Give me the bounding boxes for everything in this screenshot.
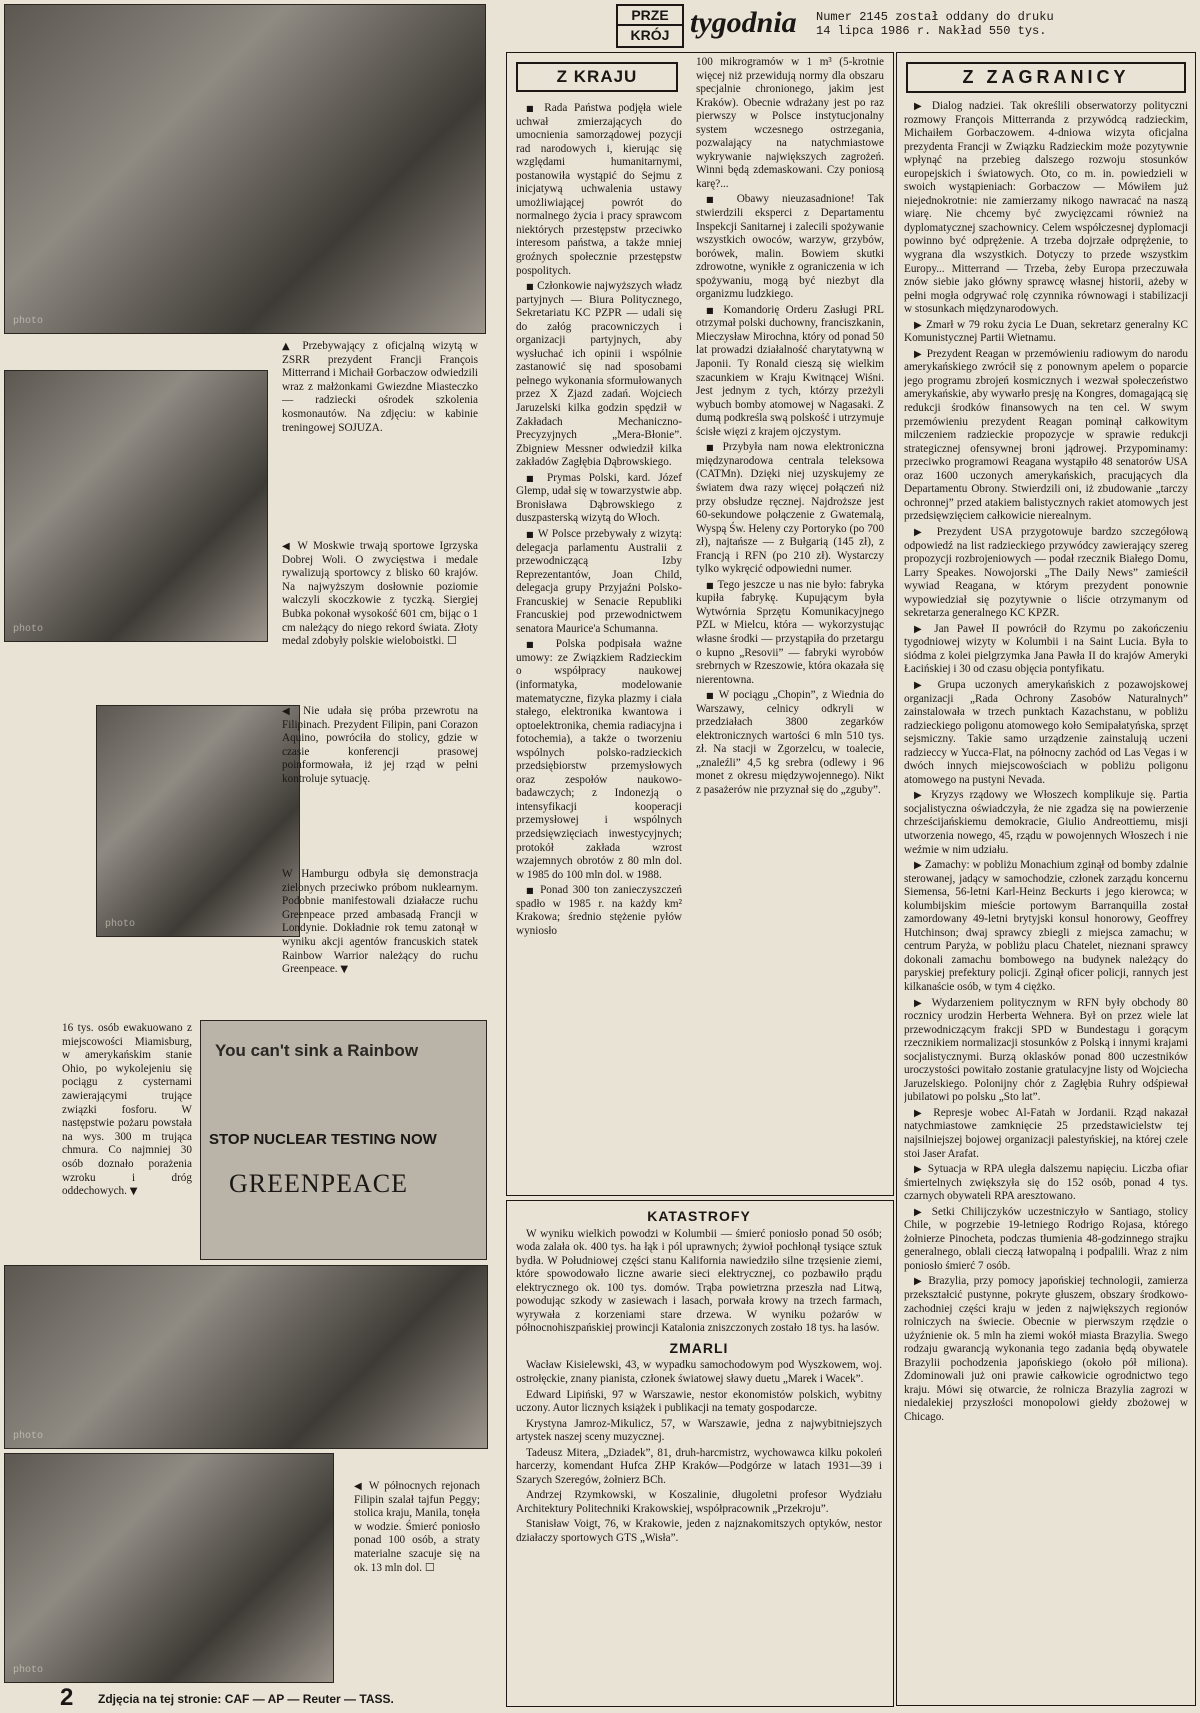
logo <box>616 4 684 48</box>
triangle-right-icon: ▶ <box>914 1206 926 1218</box>
news-item: ■ Ponad 300 ton zanieczyszczeń spadło w 1985 r. na każdy km² Krakowa; średnio stężenie pyłów wyniosło <box>516 884 682 937</box>
bullet-icon: ■ <box>706 195 724 205</box>
triangle-right-icon: ▶ <box>914 997 926 1009</box>
triangle-right-icon: ▶ <box>914 860 922 872</box>
news-item: ▶ Prezydent Reagan w przemówieniu radiowym do narodu amerykańskiego zwrócił się z ponownym apelem o poparcie jego programu zbrojeń kosmicznych i wezwał społeczeństwo amerykańskie, aby wywarło presję na Kongres, domagającą się redukcji środków finansowych na ten cel. W swym przemówieniu prezydent Reagan pominął całkowitym milczeniem radzieckie propozycje w sprawie redukcji strategicznej ofensywnej broni jądrowej. Przypominamy: przeciwko programowi Reagana wystąpiło 48 senatorów USA oraz 1600 uczonych amerykańskich, pracujących dla Departamentu Obrony. Stwierdzili oni, iż zbudowanie „tarczy ochronnej” przed atakiem balistycznych rakiet atomowych jest przedsięwzięciem całkowicie nierealnym. <box>904 347 1188 523</box>
z-zagranicy-title: Z ZAGRANICY <box>906 62 1186 93</box>
news-item: ■ Rada Państwa podjęła wiele uchwał zmierzających do umocnienia samorządowej pozycji rad narodowych i, kierując się względami humanitarnymi, postanowiła wystąpić do Sejmu z inicjatywą uchwalenia ustawy umożliwiającej powrót do normalnego życia i pracy sprawcom niektórych przestępstw przeciwko interesom państwa, a także mniej groźnych społecznie przestępstw pospolitych. <box>516 102 682 277</box>
news-item: ■ Komandorię Orderu Zasługi PRL otrzymał polski duchowny, franciszkanin, Mieczysław Mirochna, który od ponad 50 lat prowadzi działalność charytatywną w Japonii. Ty Ronald cieszą się wielkim szacunkiem w Kraju Kwitnącej Wiśni. Jest jednym z tych, którzy przeżyli wybuch bomby atomowej w Nagasaki. Z dumą podkreśla swą polskość i utrzymuje ścisłe więzi z krajem ojczystym. <box>696 303 884 438</box>
katastrofy-section <box>516 1206 882 1702</box>
bullet-icon: ■ <box>706 305 718 315</box>
news-item: ▶ Dialog nadziei. Tak określili obserwatorzy polityczni rozmowy François Mitterranda z przywódcą radzieckim, Michaiłem Gorbaczowem. 4-dniowa wizyta oficjalna prezydenta Francji w Związku Radzieckim może pozytywnie wpłynąć na przebieg dalszego rozwoju stosunków europejskich i światowych. Oto, co m. in. powiedzieli w swoich wystąpieniach: Gorbaczow — Mówiłem już niejednokrotnie: nie zamierzamy nikogo nawracać na naszą wiarę. Nie chcemy być zwycięzcami również na dyplomatycznej szachownicy. Celem współczesnej dyplomacji powinno być odprężenie. A trzeba dojrzałe odprężenie, to wygrana dla wszystkich. Dotyczy to przede wszystkim Europy... Mitterrand — Trzeba, żeby Europa przeczuwała znów siebie jako główny sprawcę własnej historii, ażeby w pełni mogła odgrywać rolę czynnika równowagi i stabilizacji w stosunkach międzynarodowych. <box>904 100 1188 316</box>
banner-line-3: GREENPEACE <box>229 1169 408 1198</box>
arrow-left-icon: ◀ <box>354 1481 364 1492</box>
banner-line-2: STOP NUCLEAR TESTING NOW <box>209 1131 437 1148</box>
bullet-icon: ■ <box>526 529 535 539</box>
news-item: ▶ Grupa uczonych amerykańskich z pozawojskowej organizacji „Rada Ochrony Zasobów Naturalnych” zainstalowała w trzech punktach Kazachstanu, w pobliżu radzieckiego poligonu atomowego koło Semipałatyńska, sprzęt sejsmiczny. Takie samo urządzenie zainstalują uczeni radzieccy w Yucca-Flat, na północny zachód od Las Vegas i w dwóch innych miejscowościach w pobliżu poligonu atomowego na pustyni Nevada. <box>904 678 1188 786</box>
logo-top: PRZE <box>618 6 682 26</box>
triangle-right-icon: ▶ <box>914 526 928 538</box>
bullet-icon: ■ <box>526 282 534 292</box>
logo-word: tygodnia <box>690 6 797 39</box>
caption-miamisburg: 16 tys. osób ewakuowano z miejscowości Miamisburg, w amerykańskim stanie Ohio, po wykolejeniu się pociągu z cysternami zawierającymi trujące związki fosforu. W następstwie pożaru powstała na wys. 300 m trująca chmura. Co najmniej 30 osób doznało porażenia wzroku i dróg oddechowych. ▼ <box>62 1022 192 1198</box>
z-kraju-col2 <box>696 56 884 1190</box>
news-item: ▶ Wydarzeniem politycznym w RFN były obchody 80 rocznicy urodzin Herberta Wehnera. Był on przez wiele lat przewodniczącym frakcji SPD w Bundestagu i gorącym rzecznikiem normalizacji stosunków z Polską i innymi krajami socjalistycznymi. Burzą oklasków ponad 800 uczestników uroczystości powitało zostanie gratulacyjne listy od Wojciecha Jaruzelskiego. Polonijny chór z Zagłębia Ruhry odśpiewał jubilatowi po polsku „Sto lat”. <box>904 996 1188 1104</box>
bullet-icon: ■ <box>706 691 715 701</box>
news-item: ▶ Represje wobec Al-Fatah w Jordanii. Rząd nakazał natychmiastowe zamknięcie 25 przedstawicielstw tej najsilniejszej bojowej organizacji palestyńskiej, na której czele stoi Jaser Arafat. <box>904 1106 1188 1160</box>
bullet-icon: ■ <box>526 104 538 113</box>
photo-pole-vault: photo <box>4 370 268 642</box>
news-item: ▶ Kryzys rządowy we Włoszech komplikuje się. Partia socjalistyczna oświadczyła, że nie zgadza się na powierzenie chrześcijańskiemu demokracie, Giulio Andreottiemu, misji utworzenia nowego, 45, rządu w powojennych Włoszech i nie weźmie w nim udziału. <box>904 789 1188 856</box>
caption-goodwill-games: ◀ W Moskwie trwają sportowe Igrzyska Dobrej Woli. O zwycięstwa i medale rywalizują sportowcy z blisko 60 krajów. Na najwyższym dosłownie poziomie walczyli skoczkowie z tyczką. Siergiej Bubka pokonał wysokość 601 cm, bijąc o 1 cm należący do niego rekord świata. Złoty medal zdobyły polskie wieloboistki. ☐ <box>282 540 478 648</box>
caption-typhoon: ◀ W północnych rejonach Filipin szalał tajfun Peggy; stolica kraju, Manila, tonęła w wodzie. Śmierć poniosło ponad 100 osób, a straty materialne szacuje się na ok. 13 mln dol. ☐ <box>354 1480 480 1574</box>
news-item: ▶ Sytuacja w RPA uległa dalszemu napięciu. Liczba ofiar śmiertelnych zwiększyła się do 152 osób, ponad 4 tys. czarnych obywateli RPA aresztowano. <box>904 1163 1188 1203</box>
photo-credit: Zdjęcia na tej stronie: CAF — AP — Reuter — TASS. <box>98 1692 394 1706</box>
news-item: ■ Prymas Polski, kard. Józef Glemp, udał się w towarzystwie abp. Bronisława Dąbrowskiego z duszpasterską wizytą do Włoch. <box>516 471 682 525</box>
end-mark-icon: ☐ <box>447 635 458 648</box>
triangle-right-icon: ▶ <box>914 679 929 691</box>
news-item: ▶ Brazylia, przy pomocy japońskiej technologii, zamierza przekształcić pustynne, pokryte głuszem, obszary środkowo-zachodniej części kraju w jeden z największych regionów rolniczych na świecie. Obecnie w pierwszym rzędzie o użyźnienie ok. 5 mln ha ziemi wokół miasta Brazylia. Swego rodzaju gwarancją wykonania tego zadania będą obywatele Brazylii pochodzenia japońskiego (około pół miliona). Zdominowali już oni prawie całkowicie ogrodnictwo tego kraju. Mówi się otwarcie, że rolnicza Brazylia zagrozi w niedalekiej przyszłości monopolowi giełdy zbożowej w Chicago. <box>904 1275 1188 1423</box>
banner-line-1: You can't sink a Rainbow <box>215 1041 419 1060</box>
logo-bottom: KRÓJ <box>630 27 670 43</box>
arrow-down-icon: ▼ <box>129 1186 138 1198</box>
news-item: ■ Przybyła nam nowa elektroniczna międzynarodowa centrala teleksowa (CATMn). Dzięki niej uzyskujemy ze światem dwa razy więcej połączeń niż przy obsłudze ręcznej. Najdroższe jest 60-sekundowe połączenie z Gwatemalą, Wyspą Św. Heleny czy Portoryko (po 700 zł), najtańsze — z Bułgarią (145 zł), z Francją i RFN (po 210 zł). Wystarczy tylko wykręcić odpowiedni numer. <box>696 441 884 576</box>
issue-line-1: Numer 2145 został oddany do druku <box>816 10 1054 24</box>
triangle-right-icon: ▶ <box>914 1164 924 1176</box>
obituary-item: Andrzej Rzymkowski, w Koszalinie, długoletni profesor Wydziału Architektury Politechniki Krakowskiej, współpracownik „Przekroju”. <box>516 1489 882 1515</box>
news-item: ■ Tego jeszcze u nas nie było: fabryka kupiła fabrykę. Kupującym była Wytwórnia Sprzętu Komunikacyjnego PZL w Mielcu, która — wykorzystując własne środki — przystąpiła do przetargu o kupno „Resovii” — fabryki wyrobów srebrnych w Rzeszowie, która okazała się nierentowna. <box>696 578 884 686</box>
caption-hamburg: W Hamburgu odbyła się demonstracja zielonych przeciwko próbom nuklearnym. Podobnie manifestowali działacze ruchu Greenpeace przed ambasadą Francji w Londynie. Dokładnie rok temu zatonął w wyniku akcji agentów francuskich statek Rainbow Warrior należący do ruchu Greenpeace. ▼ <box>282 868 478 976</box>
obituary-item: Edward Lipiński, 97 w Warszawie, nestor ekonomistów polskich, wybitny uczony. Autor licznych książek i publikacji na tematy gospodarcze. <box>516 1388 882 1415</box>
bullet-icon: ■ <box>706 443 717 453</box>
news-item: ■ Polska podpisała ważne umowy: ze Związkiem Radzieckim o współpracy naukowej (informatyka, modelowanie matematyczne, fizyka plazmy i ciała stałego, elektronika kwantowa i optoelektronika, chemia radiacyjna i fotochemia), a także o tworzeniu wspólnych polsko-radzieckich przedsiębiorstw przemysłowych oraz zespołów naukowo-badawczych; z Indonezją o intensyfikacji kooperacji przemysłowej i wspólnych przedsięwzięciach inwestycyjnych; protokół zakłada wzrost wzajemnych obrotów z 80 mln dol. w 1985 do 100 mln dol. w 1988. <box>516 638 682 881</box>
arrow-up-icon: ▲ <box>282 341 295 352</box>
bullet-icon: ■ <box>526 886 536 896</box>
obituary-item: Tadeusz Mitera, „Dziadek”, 81, druh-harcmistrz, wychowawca kilku pokoleń harcerzy, komendant Hufca ZHP Kraków—Podgórze w latach 1931—39 i Szarych Szeregów, żołnierz BCh. <box>516 1446 882 1486</box>
photo-train-fire: photo <box>4 1265 488 1449</box>
news-item: ▶ Setki Chilijczyków uczestniczyło w Santiago, stolicy Chile, w pogrzebie 19-letniego Rodrigo Rojasa, którego żołnierze Pinocheta, podczas tłumienia 48-godzinnego strajku generalnego, oblali cieczą łatwopalną i podpalili. Wraz z nim poniosło śmierć 7 osób. <box>904 1205 1188 1272</box>
triangle-right-icon: ▶ <box>914 623 927 635</box>
bullet-icon: ■ <box>526 640 544 650</box>
bullet-icon: ■ <box>526 473 539 483</box>
katastrofy-text: W wyniku wielkich powodzi w Kolumbii — śmierć poniosło ponad 50 osób; woda zalała ok. 400 tys. ha łąk i pól uprawnych; żywioł pochłonął tysiące sztuk bydła. W Południowej części stanu Kalifornia nawiedziło silne trzęsienie ziemi, które spowodowało liczne awarie sieci elektrycznej, co pozbawiło prądu elektrycznego ok. 100 tys. domów. Trąba powietrzna przeszła nad Litwą, powodując szkody w zasiewach i lasach, porwała krowy na trzech farmach, wyrywała z korzeniami stare drzewa. W wyniku pożarów w północnohiszpańskiej prowincji Katalonia zniszczonych zostało 18 tys. ha lasów. <box>516 1227 882 1335</box>
triangle-right-icon: ▶ <box>914 348 923 360</box>
news-item: ▶ Zmarł w 79 roku życia Le Duan, sekretarz generalny KC Komunistycznej Partii Wietnamu. <box>904 318 1188 345</box>
triangle-right-icon: ▶ <box>914 1276 924 1288</box>
news-item: ■ W Polsce przebywały z wizytą: delegacja parlamentu Australii z przewodniczącą Izby Reprezentantów, Joan Child, delegacja grupy Przyjaźni Polsko-Francuskiej w Senacie Republiki Francuskiej pod przewodnictwem senatora Maurice'a Schumanna. <box>516 527 682 635</box>
news-item: ▶ Prezydent USA przygotowuje bardzo szczegółową odpowiedź na list radzieckiego przywódcy zawierający szereg propozycji rozbrojeniowych — podał rzecznik Białego Domu, Larry Speakes. Nowojorski „The Daily News” zamieścił wywiad Reagana, w którym prezydent ponownie wypowiedział się pozytywnie o liście otrzymanym od sekretarza generalnego KC KPZR. <box>904 525 1188 620</box>
obituary-item: Krystyna Jamroz-Mikulicz, 57, w Warszawie, jedna z najwybitniejszych artystek naszej sceny muzycznej. <box>516 1417 882 1444</box>
news-item: ■ Członkowie najwyższych władz partyjnych — Biura Politycznego, Sekretariatu KC PZPR — udali się do załóg pracowniczych i organizacji partyjnych, aby wysłuchać ich opinii i wspólnie zastanowić się nad sposobami pełnego wykonania sformułowanych przez X Zjazd zadań. Wojciech Jaruzelski kilka godzin spędził w Zakładach Mechaniczno-Precyzyjnych „Mera-Błonie”. Zbigniew Messner odwiedził kilka zakładów Zagłębia Dąbrowskiego. <box>516 280 682 469</box>
katastrofy-title: KATASTROFY <box>647 1208 751 1224</box>
triangle-right-icon: ▶ <box>914 790 926 802</box>
page-number: 2 <box>60 1684 74 1711</box>
triangle-right-icon: ▶ <box>914 1107 927 1119</box>
arrow-left-icon: ◀ <box>282 541 293 552</box>
z-kraju-title: Z KRAJU <box>516 62 678 92</box>
news-item: ■ Obawy nieuzasadnione! Tak stwierdzili eksperci z Departamentu Inspekcji Sanitarnej i zalecili spożywanie wszystkich owoców, warzyw, grzybów, borówek, malin. Bowiem skutki zdrowotne, wynikłe z ograniczenia w ich spożywaniu, mogą być niezbyt dla organizmu ludzkiego. <box>696 193 884 301</box>
triangle-right-icon: ▶ <box>914 101 926 112</box>
news-item: ▶ Jan Paweł II powrócił do Rzymu po zakończeniu tygodniowej wizyty w Kolumbii i na Saint Lucia. Była to siódma z kolei pielgrzymka Jana Pawła II do krajów Ameryki Łacińskiej i 30 od czasu objęcia pontyfikatu. <box>904 622 1188 676</box>
z-kraju-col1 <box>516 102 682 1192</box>
issue-line-2: 14 lipca 1986 r. Nakład 550 tys. <box>816 24 1047 38</box>
arrow-left-icon: ◀ <box>282 706 296 717</box>
obituary-item: Stanisław Voigt, 76, w Krakowie, jeden z najznakomitszych optyków, nestor działaczy sportowych GTS „Wisła”. <box>516 1518 882 1545</box>
news-item: ■ W pociągu „Chopin”, z Wiednia do Warszawy, celnicy odkryli w przedziałach 3800 zegarków elektronicznych wartości 6 mln 510 tys. zł. Na stacji w Zgorzelcu, w toalecie, „znaleźli” 4,5 kg srebra (odlewy i 96 monet z okresu międzywojennego). Nikt z pasażerów nie przyznał się do „zguby”. <box>696 689 884 796</box>
arrow-down-icon: ▼ <box>340 964 349 976</box>
end-mark-icon: ☐ <box>424 1561 435 1574</box>
caption-philippines-coup: ◀ Nie udała się próba przewrotu na Filipinach. Prezydent Filipin, pani Corazon Aquino, powróciła do stolicy, gdzie w czasie konferencji prasowej poinformowała, iż jej rząd w pełni kontroluje sytuację. <box>282 705 478 785</box>
photo-manila-flood: photo <box>4 1453 334 1683</box>
z-zagranicy-col <box>904 100 1188 1700</box>
news-item: 100 mikrogramów w 1 m³ (5-krotnie więcej niż przewidują normy dla obszaru specjalnie chronionego, jakim jest Kraków). Obecnie wdrażany jest po raz pierwszy w Polsce instytucjonalny system wczesnego ostrzegania, pozwalający na natychmiastowe wykrywanie największych zagrożeń. Winni będą zdemaskowani. Czy poniosą karę?... <box>696 56 884 190</box>
caption-soyuz: ▲ Przebywający z oficjalną wizytą w ZSRR prezydent Francji François Mitterrand i Michaił Gorbaczow odwiedzili wraz z małżonkami Gwiezdne Miasteczko — radziecki ośrodek szkolenia kosmonautów. Na zdjęciu: w kabinie treningowej SOJUZA. <box>282 340 478 434</box>
photo-soyuz-cabin: photo <box>4 4 486 334</box>
photo-greenpeace-banner <box>200 1020 487 1260</box>
photo-philippines-coup: photo <box>96 705 300 937</box>
obituary-item: Wacław Kisielewski, 43, w wypadku samochodowym pod Wyszkowem, woj. ostrołęckie, znany pianista, członek światowej sławy duetu „Marek i Wacek”. <box>516 1359 882 1386</box>
zmarli-title: ZMARLI <box>669 1339 729 1356</box>
bullet-icon: ■ <box>706 580 715 590</box>
news-item: ▶ Zamachy: w pobliżu Monachium zginął od bomby zdalnie sterowanej, jadący w samochodzie, członek zarządu koncernu Siemensa, 56-letni Karl-Heinz Beckurts i jego kierowca; w kolumbijskim mieście portowym Barranquilla został zamordowany 49-letni brytyjski konsul honorowy, Geoffrey Hutchinson; dwaj sprawcy zbiegli z miejsca zamachu; w centrum Paryża, w pobliżu placu Chatelet, nieznani sprawcy dokonali zamachu bombowego na budynek należący do paryskiej prefektury policji. Zginął oficer policji, rannych jest kilkanaście osób, w tym 4 ciężko. <box>904 859 1188 993</box>
triangle-right-icon: ▶ <box>914 319 923 331</box>
